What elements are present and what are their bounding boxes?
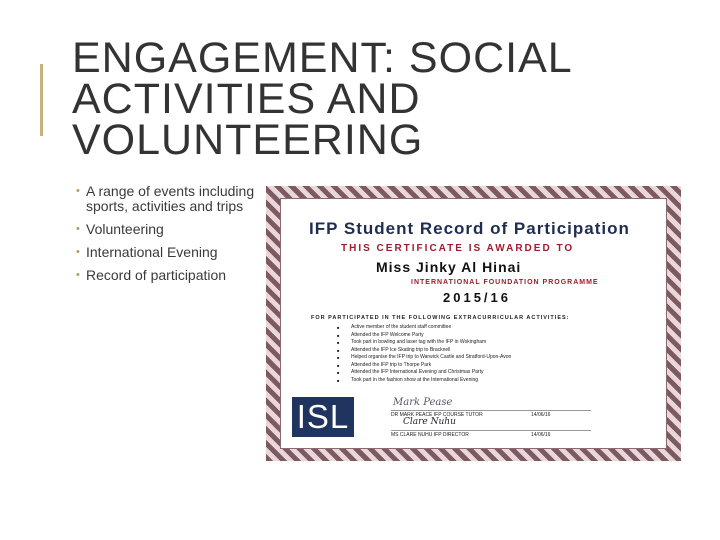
bullet-item: • International Evening bbox=[76, 245, 256, 260]
bullet-item: • Volunteering bbox=[76, 222, 256, 237]
certificate-recipient-name: Miss Jinky Al Hinai bbox=[376, 259, 522, 275]
certificate-activity: ■ Active member of the student staff committee bbox=[337, 324, 657, 332]
certificate-activity: ■ Took part in bowling and laser tag with the IFP in Wokingham bbox=[337, 339, 657, 347]
signature-tutor: Mark Pease bbox=[393, 397, 453, 408]
certificate-programme: INTERNATIONAL FOUNDATION PROGRAMME bbox=[411, 279, 599, 286]
signature-tutor-name: DR MARK PEACE IFP COURSE TUTOR bbox=[391, 412, 483, 418]
bullet-item: • A range of events including sports, activities and trips bbox=[76, 184, 256, 214]
slide-title bbox=[72, 34, 692, 164]
certificate-year: 2015/16 bbox=[443, 290, 511, 305]
signature-director: Clare Nuhu bbox=[403, 417, 456, 427]
bullet-item: • Record of participation bbox=[76, 268, 256, 283]
signature-tutor-date: 14/06/16 bbox=[531, 412, 551, 418]
certificate-activity: ■ Attended the IFP trip to Thorpe Park bbox=[337, 362, 657, 370]
isl-logo: ISL bbox=[292, 397, 354, 437]
certificate-activity: ■ Helped organise the IFP trip to Warwick Castle and Stratford-Upon-Avon bbox=[337, 354, 657, 362]
slide-title-line-1: ENGAGEMENT: SOCIAL bbox=[72, 34, 573, 82]
certificate-activities-heading: FOR PARTICIPATED IN THE FOLLOWING EXTRACURRICULAR ACTIVITIES: bbox=[311, 315, 570, 321]
certificate-activity: ■ Attended the IFP Ice Skating trip to Bracknell bbox=[337, 347, 657, 355]
certificate-activity: ■ Attended the IFP International Evening and Christmas Party bbox=[337, 369, 657, 377]
signature-director-date: 14/06/16 bbox=[531, 432, 551, 438]
certificate-activity: ■ Took part in the fashion show at the International Evening bbox=[337, 377, 657, 385]
certificate-awarded-line: THIS CERTIFICATE IS AWARDED TO bbox=[341, 243, 575, 254]
title-accent-bar bbox=[40, 64, 43, 136]
certificate-activities-list bbox=[337, 324, 657, 384]
certificate-title: IFP Student Record of Participation bbox=[309, 219, 630, 238]
certificate-activity: ■ Attended the IFP Welcome Party bbox=[337, 332, 657, 340]
signature-director-label bbox=[391, 430, 591, 438]
signature-director-name: MS CLARE NUHU IFP DIRECTOR bbox=[391, 432, 469, 438]
slide-title-line-2: ACTIVITIES AND bbox=[72, 75, 421, 123]
slide-title-line-3: VOLUNTEERING bbox=[72, 116, 424, 164]
bullet-list bbox=[76, 184, 256, 291]
